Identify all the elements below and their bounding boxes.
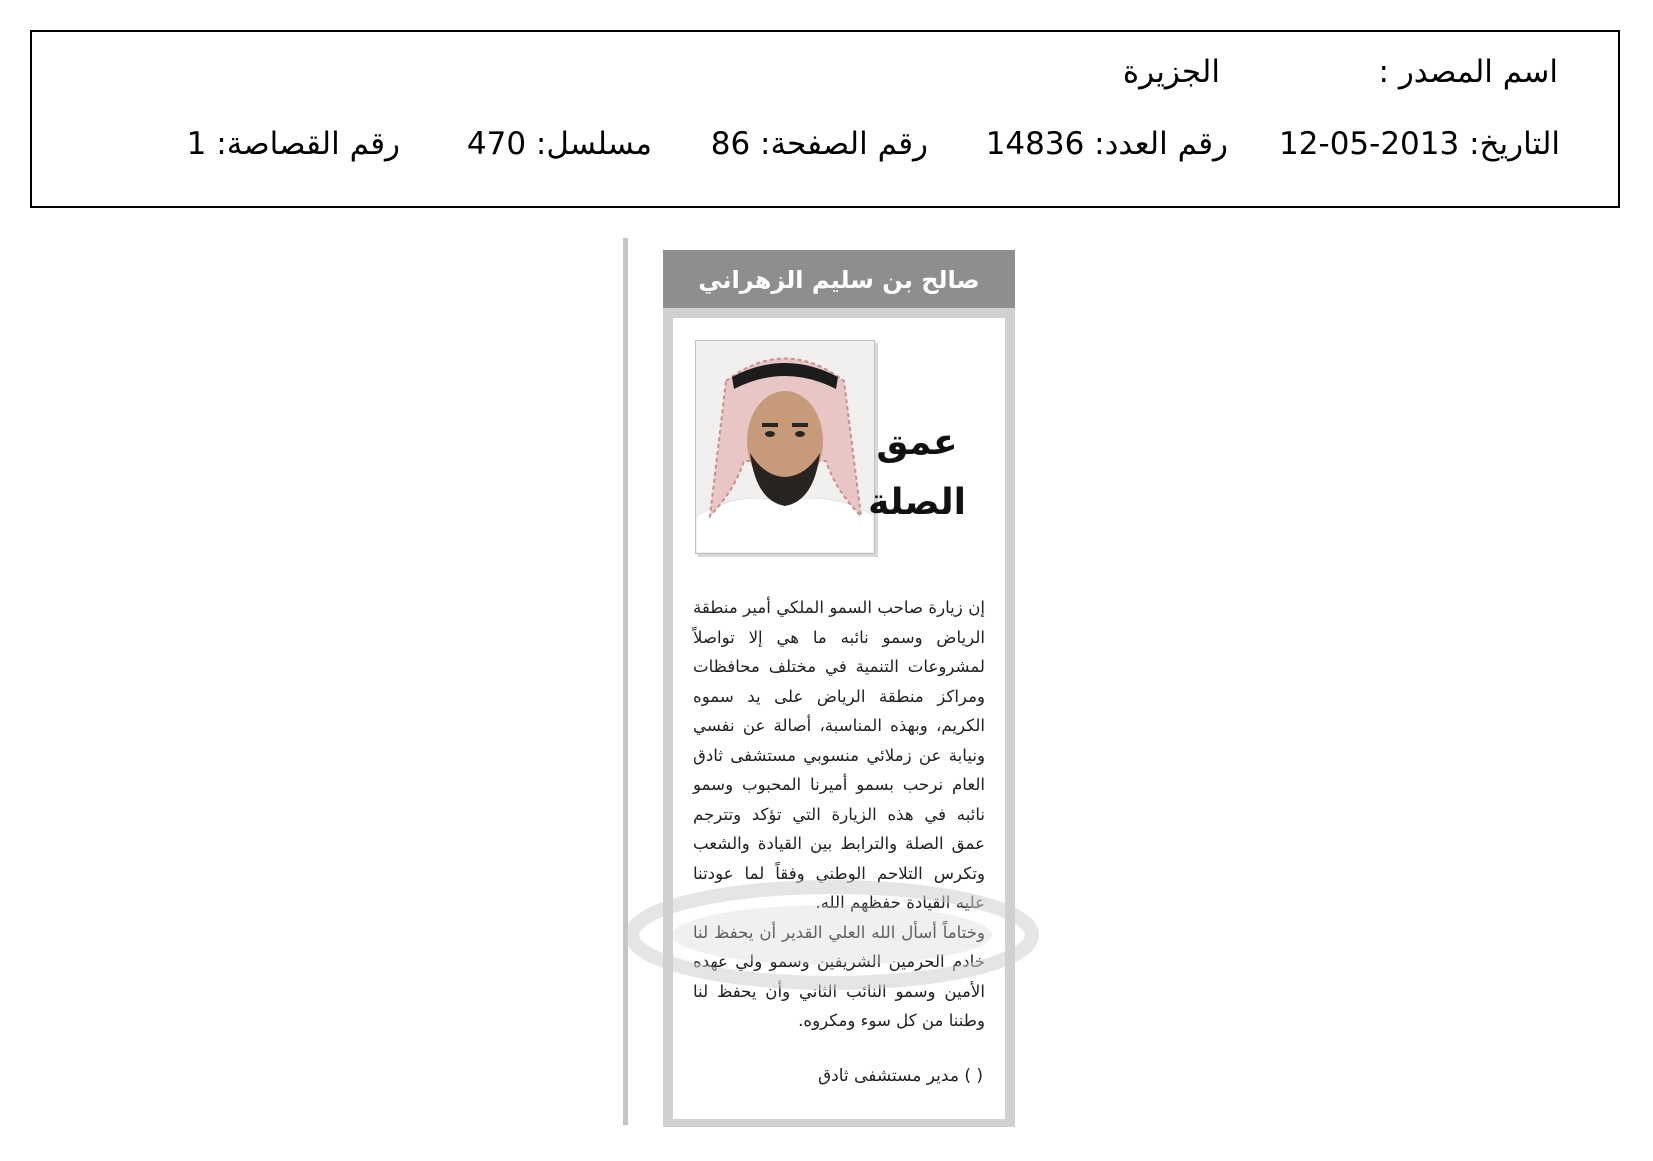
article-paragraph-1: إن زيارة صاحب السمو الملكي أمير منطقة الرياض وسمو نائبه ما هي إلا تواصلاً لمشروعات التنمية في مختلف محافظات ومراكز منطقة الرياض على يد سموه الكريم، وبهذه المناسبة، أصالة عن نفسي ونيابة عن زملائي منسوبي مستشفى ثادق العام نرحب بسمو أميرنا المحبوب وسمو نائبه في هذه الزيارة التي تؤكد وتترجم عمق الصلة والترابط بين القيادة والشعب وتكرس التلاحم الوطني وفقاً لما عودتنا عليه القيادة حفظهم الله. bbox=[693, 598, 985, 912]
page-number: رقم الصفحة: 86 bbox=[710, 126, 928, 162]
source-header bbox=[30, 30, 1620, 208]
issue-number: رقم العدد: 14836 bbox=[985, 126, 1228, 162]
column-divider bbox=[623, 238, 628, 1125]
author-name: صالح بن سليم الزهراني bbox=[663, 250, 1015, 308]
article-column bbox=[663, 250, 1015, 1127]
article-headline bbox=[857, 413, 977, 533]
article-text bbox=[693, 593, 985, 1036]
source-label: اسم المصدر : bbox=[1378, 54, 1558, 90]
author-portrait-icon bbox=[695, 340, 875, 554]
headline-line-2: الصلة bbox=[868, 482, 966, 523]
article-paragraph-2: وختاماً أسأل الله العلي القدير أن يحفظ لنا خادم الحرمين الشريفين وسمو ولي عهده الأمين وسمو النائب الثاني وأن يحفظ لنا وطننا من كل سوء ومكروه. bbox=[693, 922, 985, 1030]
date-field: التاريخ: 2013-05-12 bbox=[1279, 126, 1560, 162]
source-value: الجزيرة bbox=[1122, 54, 1220, 90]
article-body-box bbox=[673, 318, 1005, 1119]
article-signature: ( ) مدير مستشفى ثادق bbox=[817, 1066, 983, 1086]
headline-line-1: عمق bbox=[876, 422, 958, 463]
serial-number: مسلسل: 470 bbox=[466, 126, 652, 162]
clipping-number: رقم القصاصة: 1 bbox=[186, 126, 400, 162]
